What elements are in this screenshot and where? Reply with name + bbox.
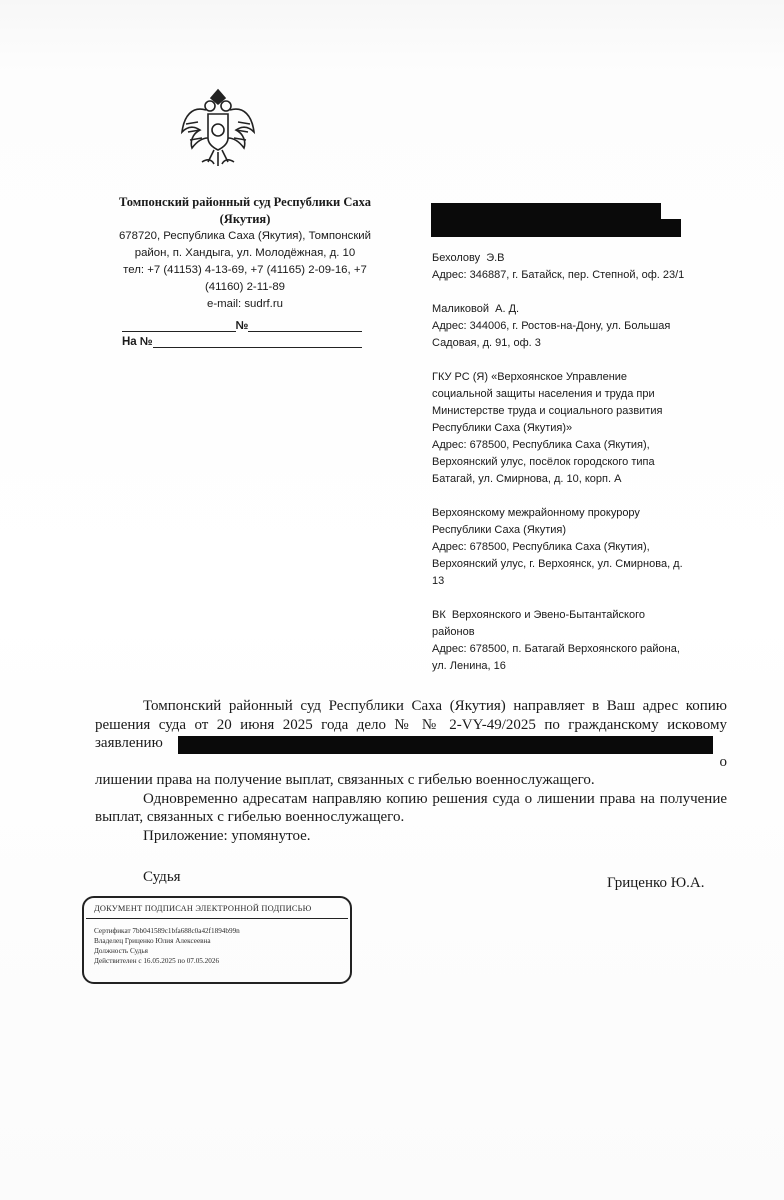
stamp-divider [86, 918, 348, 919]
recipients-list [432, 250, 722, 692]
recipient-address: Адрес: 346887, г. Батайск, пер. Степной, оф. 23/1 [432, 269, 685, 281]
body-paragraph-2: Одновременно адресатам направляю копию решения суда о лишении права на получение выплат, связанных с гибелью военнослужащего. [95, 790, 727, 825]
stamp-certificate: Сертификат 7bb041589c1bfa688c0a42f1894b99n [94, 927, 240, 935]
stamp-details [94, 926, 240, 966]
recipient-name: Верхоянскому межрайонному прокурору Республики Саха (Якутия) [432, 507, 640, 536]
date-line [122, 319, 236, 332]
number-line [248, 319, 362, 332]
recipient-item [432, 369, 722, 488]
attachment-line: Приложение: упомянутое. [143, 827, 311, 844]
recipient-item [432, 250, 722, 284]
court-phone-line: тел: +7 (41153) 4-13-69, +7 (41165) 2-09-16, +7 [123, 264, 367, 276]
body-paragraph-1: Томпонский районный суд Республики Саха (Якутия) направляет в Ваш адрес копию решения суда от 20 июня 2025 года дело № № 2-VY-49/2025 по гражданскому исковому заявлению [95, 698, 727, 751]
sender-block [102, 194, 388, 313]
redacted-block [178, 736, 713, 754]
reply-line [153, 335, 362, 348]
recipient-name: Маликовой А. Д. [432, 303, 520, 315]
recipient-address: Адрес: 344006, г. Ростов-на-Дону, ул. Большая Садовая, д. 91, оф. 3 [432, 320, 671, 349]
court-address-line: район, п. Хандыга, ул. Молодёжная, д. 10 [134, 247, 356, 259]
body-paragraph-1-end: лишении права на получение выплат, связанных с гибелью военнослужащего. [95, 772, 595, 788]
number-sign: № [235, 320, 249, 332]
letter-body [95, 697, 727, 845]
outgoing-number-block [122, 316, 362, 348]
court-phone-line: (41160) 2-11-89 [205, 281, 285, 293]
court-name: Томпонский районный суд Республики Саха (Якутия) [119, 195, 371, 226]
recipient-item [432, 301, 722, 352]
body-paragraph-1-o: о [719, 753, 727, 770]
recipient-item [432, 607, 722, 675]
stamp-title: ДОКУМЕНТ ПОДПИСАН ЭЛЕКТРОННОЙ ПОДПИСЬЮ [94, 904, 312, 913]
redacted-block [431, 219, 681, 237]
stamp-validity: Действителен с 16.05.2025 по 07.05.2026 [94, 957, 220, 965]
electronic-signature-stamp [82, 896, 352, 984]
recipient-item [432, 505, 722, 590]
coat-of-arms-icon [178, 76, 258, 172]
court-address-line: 678720, Республика Саха (Якутия), Томпонский [118, 230, 372, 242]
stamp-position: Должность Судья [94, 947, 148, 955]
recipient-name: ГКУ РС (Я) «Верхоянское Управление социальной защиты населения и труда при Министерстве труда и социального развития Республики Саха (Якутия)» [432, 371, 663, 434]
recipient-name: ВК Верхоянского и Эвено-Бытантайского районов [432, 609, 645, 638]
recipient-address: Адрес: 678500, Республика Саха (Якутия), Верхоянский улус, г. Верхоянск, ул. Смирнова, д. 13 [432, 541, 683, 587]
judge-label: Судья [143, 869, 181, 885]
stamp-owner: Владелец Гриценко Юлия Алексеевна [94, 937, 211, 945]
recipient-name: Бехолову Э.В [432, 252, 505, 264]
judge-name: Гриценко Ю.А. [607, 875, 705, 891]
recipient-address: Адрес: 678500, п. Батагай Верхоянского района, ул. Ленина, 16 [432, 643, 680, 672]
recipient-address: Адрес: 678500, Республика Саха (Якутия), Верхоянский улус, посёлок городского типа Батагай, ул. Смирнова, д. 10, корп. А [432, 439, 655, 485]
court-email: e-mail: sudrf.ru [207, 298, 283, 310]
reply-label: На № [122, 336, 153, 348]
